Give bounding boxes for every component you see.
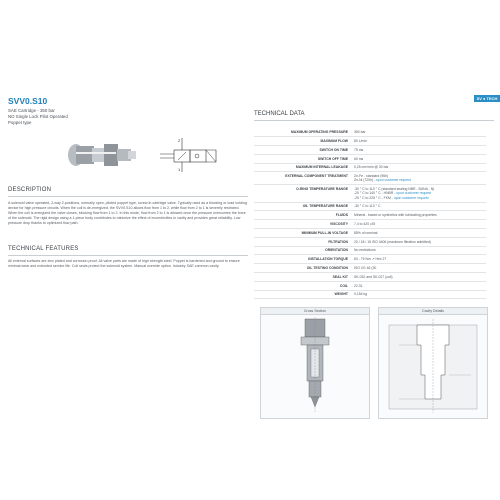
spec-key: COIL bbox=[254, 281, 352, 290]
spec-value: 20 / 18 / 15 ISO 4406 (maximum filtration admitted) bbox=[352, 237, 486, 246]
spec-note: upon customer request bbox=[376, 178, 411, 183]
cavity-details-image bbox=[379, 315, 487, 417]
table-row bbox=[254, 281, 486, 290]
spec-note: upon customer request bbox=[393, 195, 429, 200]
table-row bbox=[254, 146, 486, 155]
spec-key: MAXIMUM INTERNAL LEAKAGE bbox=[254, 163, 352, 172]
product-code: SVV0.S10 bbox=[8, 96, 48, 106]
subtitle-line: NO Single Lock Pilot Operated bbox=[8, 114, 68, 119]
technical-data-table bbox=[254, 129, 486, 300]
table-row bbox=[254, 202, 486, 211]
spec-key: ORIENTATION bbox=[254, 246, 352, 255]
spec-value bbox=[352, 172, 486, 185]
spec-value: No restrictions bbox=[352, 246, 486, 255]
spec-value bbox=[352, 185, 486, 202]
table-row bbox=[254, 129, 486, 137]
table-row bbox=[254, 154, 486, 163]
spec-key: SEAL KIT bbox=[254, 273, 352, 282]
drawing-caption: Cavity Details bbox=[379, 308, 487, 315]
table-row bbox=[254, 290, 486, 299]
table-row bbox=[254, 264, 486, 273]
valve-photo bbox=[62, 138, 142, 172]
table-row bbox=[254, 273, 486, 282]
svg-text:2: 2 bbox=[178, 138, 181, 143]
spec-value: 7,4 to 420 cSt bbox=[352, 220, 486, 229]
spec-key: FILTRATION bbox=[254, 237, 352, 246]
table-row bbox=[254, 255, 486, 264]
spec-key: MAXIMUM OPERATING PRESSURE bbox=[254, 129, 352, 137]
product-subtitle bbox=[8, 108, 248, 126]
technical-data-title: TECHNICAL DATA bbox=[254, 111, 305, 117]
spec-value: 0,154 kg bbox=[352, 290, 486, 299]
features-title: TECHNICAL FEATURES bbox=[8, 245, 79, 252]
spec-line: Zn-Fe - standard (96h) bbox=[354, 174, 389, 179]
spec-key: SWITCH OFF TIME bbox=[254, 154, 352, 163]
table-row bbox=[254, 237, 486, 246]
coil-link[interactable]: 22.31 bbox=[352, 281, 486, 290]
spec-key: MAXIMUM FLOW bbox=[254, 137, 352, 146]
spec-key: INSTALLATION TORQUE bbox=[254, 255, 352, 264]
spec-value: -30 ° C to 110 ° C bbox=[352, 202, 486, 211]
spec-key: VISCOSITY bbox=[254, 220, 352, 229]
divider bbox=[254, 120, 494, 121]
spec-key: WEIGHT bbox=[254, 290, 352, 299]
spec-text: -20 ° C to 140 ° C - HNBR - bbox=[354, 191, 397, 196]
cavity-details-drawing bbox=[378, 307, 488, 419]
cross-section-image bbox=[261, 315, 369, 417]
table-row bbox=[254, 211, 486, 220]
drawing-caption: Cross Section bbox=[261, 308, 369, 315]
table-row bbox=[254, 246, 486, 255]
spec-value: SK-032 and SK-027 (coil) bbox=[352, 273, 486, 282]
spec-key: MINIMUM PULL-IN VOLTAGE bbox=[254, 229, 352, 238]
spec-key: EXTERNAL COMPONENT TREATMENT bbox=[254, 172, 352, 185]
spec-value: 80 L/min bbox=[352, 137, 486, 146]
spec-value: 350 bar bbox=[352, 129, 486, 137]
spec-key: OIL TESTING CONDITION bbox=[254, 264, 352, 273]
spec-text: -25 ° C to 225 ° C - FKM - bbox=[354, 195, 394, 200]
right-column bbox=[254, 110, 494, 419]
table-row bbox=[254, 229, 486, 238]
cross-section-drawing bbox=[260, 307, 370, 419]
spec-key: FLUIDS bbox=[254, 211, 352, 220]
spec-key: O-RING TEMPERATURE RANGE bbox=[254, 185, 352, 202]
spec-value: 85% of nominal bbox=[352, 229, 486, 238]
spec-note: upon customer request bbox=[396, 191, 431, 196]
spec-line bbox=[354, 178, 484, 182]
spec-value: 60 ms bbox=[352, 154, 486, 163]
table-row bbox=[254, 163, 486, 172]
description-text: A solenoid valve operated, 2-way 2-positions, normally open, piloted poppet type, screw-in cartridge valve. Typically used as a blocking or load holding device for high pressure circuits. When the coil is de-energized, the SVV0.S10 allows flow from 1 to 2, while flow from 2 to 1 is severely restricted. When the coil is energized the valve closes, blocking flow from 1 to 2. In this mode, flow from 2 to 1 is allowed once the pressure overcomes the force of the solenoid. The rigid design using a 1-piece body contributes to minimize the effect of eccentricities in cavity and provides great reliability. Low pressure drop thanks to optimized flow path. bbox=[8, 200, 247, 226]
table-row bbox=[254, 172, 486, 185]
spec-value: Mineral - based or synthetics with lubricating properties bbox=[352, 211, 486, 220]
drawings-area bbox=[254, 307, 494, 419]
description-title: DESCRIPTION bbox=[8, 187, 52, 193]
product-illustration-area bbox=[8, 132, 248, 180]
spec-text: Zn-Ni (720h) - bbox=[354, 178, 377, 183]
table-row bbox=[254, 220, 486, 229]
spec-line: -30 ° C to 110 ° C (standard sealing NBR - BUNA - N) bbox=[354, 187, 435, 192]
table-row bbox=[254, 137, 486, 146]
spec-line bbox=[354, 196, 484, 200]
spec-value: 75 ms bbox=[352, 146, 486, 155]
spec-value: ISO VG 46 (30 bbox=[352, 264, 486, 273]
hydraulic-schematic bbox=[150, 136, 220, 174]
features-text: All external surfaces are zinc plated and corrosion proof. All valve parts are made of high strength steel. Poppet is hardened and ground to ensure minimal wear and extended service life. Coil seals protect the solenoid system. Manual override option. Industry SAE common cavity. bbox=[8, 259, 240, 269]
spec-value: 0,25 cm³/min @ 30 bar bbox=[352, 163, 486, 172]
left-column bbox=[8, 96, 248, 269]
svg-text:1: 1 bbox=[178, 167, 181, 172]
divider bbox=[8, 196, 248, 197]
spec-value: 63 - 75 Nm ↗ Hex 27 bbox=[352, 255, 486, 264]
spec-key: SWITCH ON TIME bbox=[254, 146, 352, 155]
subtitle-line: Poppet type bbox=[8, 120, 32, 125]
spec-key: OIL TEMPERATURE RANGE bbox=[254, 202, 352, 211]
table-row bbox=[254, 185, 486, 202]
brand-badge: SV ● TECH bbox=[474, 95, 500, 102]
subtitle-line: SAE Cartridge - 350 bar bbox=[8, 108, 55, 113]
divider bbox=[8, 255, 248, 256]
